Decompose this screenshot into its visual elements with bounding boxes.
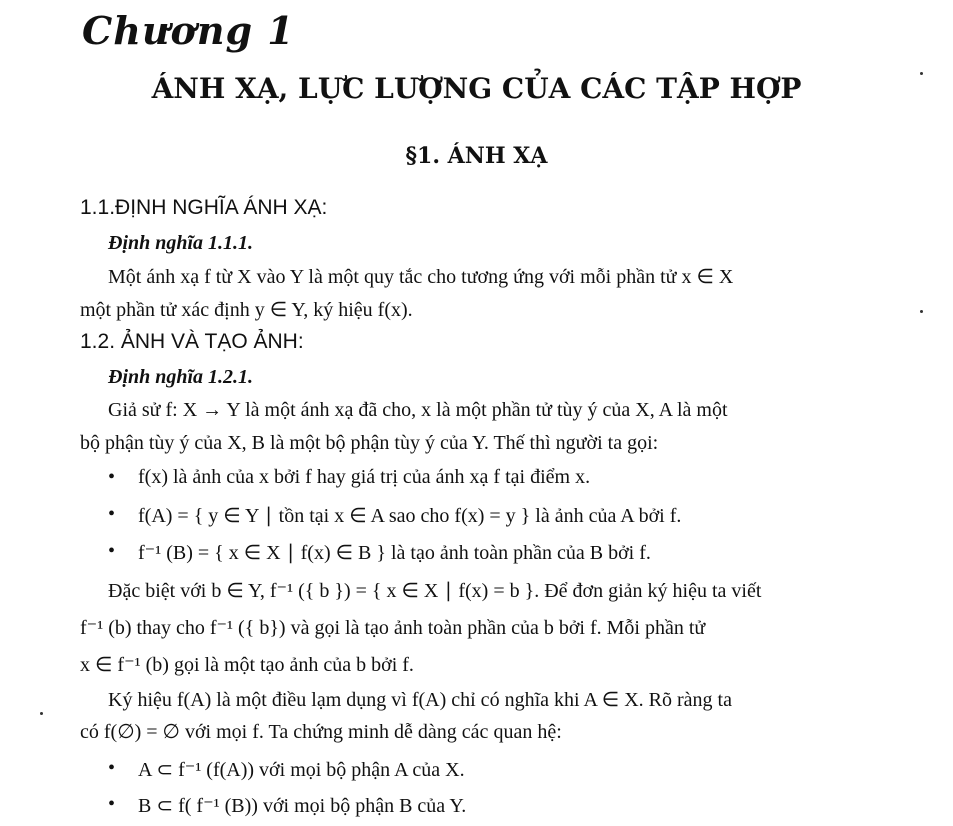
subsection-heading-1: 1.1.ĐỊNH NGHĨA ÁNH XẠ:	[80, 196, 328, 219]
bullet-icon: •	[108, 503, 116, 525]
paragraph-line: bộ phận tùy ý của X, B là một bộ phận tùy ý của Y. Thế thì người ta gọi:	[80, 432, 659, 454]
paragraph-line: một phần tử xác định y ∈ Y, ký hiệu f(x).	[80, 299, 413, 321]
bullet-text: f⁻¹ (B) = { x ∈ X ∣ f(x) ∈ B } là tạo ảnh toàn phần của B bởi f.	[138, 542, 651, 564]
chapter-title: ÁNH XẠ, LỰC LƯỢNG CỦA CÁC TẬP HỢP	[151, 72, 802, 105]
section-title: §1. ÁNH XẠ	[405, 143, 548, 169]
paragraph-line: Đặc biệt với b ∈ Y, f⁻¹ ({ b }) = { x ∈ X ∣ f(x) = b }. Để đơn giản ký hiệu ta viết	[108, 580, 762, 602]
paragraph-line: x ∈ f⁻¹ (b) gọi là một tạo ảnh của b bởi f.	[80, 654, 414, 676]
paragraph-line: Giả sử f: X → Y là một ánh xạ đã cho, x là một phần tử tùy ý của X, A là một	[108, 399, 728, 421]
definition-label-1: Định nghĩa 1.1.1.	[108, 232, 254, 254]
paragraph-line: Ký hiệu f(A) là một điều lạm dụng vì f(A) chỉ có nghĩa khi A ∈ X. Rõ ràng ta	[108, 689, 732, 711]
bullet-icon: •	[108, 757, 116, 779]
bullet-text: A ⊂ f⁻¹ (f(A)) với mọi bộ phận A của X.	[138, 759, 465, 781]
paragraph-line: Một ánh xạ f từ X vào Y là một quy tắc cho tương ứng với mỗi phần tử x ∈ X	[108, 266, 734, 288]
bullet-icon: •	[108, 540, 116, 562]
scan-speck	[920, 72, 923, 75]
bullet-text: f(A) = { y ∈ Y ∣ tồn tại x ∈ A sao cho f(x) = y } là ảnh của A bởi f.	[138, 505, 682, 527]
paragraph-line: f⁻¹ (b) thay cho f⁻¹ ({ b}) và gọi là tạo ảnh toàn phần của b bởi f. Mỗi phần tử	[80, 617, 706, 639]
bullet-text: f(x) là ảnh của x bởi f hay giá trị của ánh xạ f tại điểm x.	[138, 466, 591, 488]
paragraph-line: có f(∅) = ∅ với mọi f. Ta chứng minh dễ dàng các quan hệ:	[80, 721, 562, 743]
scan-speck	[40, 712, 43, 715]
bullet-icon: •	[108, 793, 116, 815]
subsection-heading-2: 1.2. ẢNH VÀ TẠO ẢNH:	[80, 330, 304, 353]
bullet-text: B ⊂ f( f⁻¹ (B)) với mọi bộ phận B của Y.	[138, 795, 467, 817]
definition-label-2: Định nghĩa 1.2.1.	[108, 366, 254, 388]
bullet-icon: •	[108, 466, 116, 488]
chapter-heading: Chương 1	[82, 8, 295, 53]
scan-speck	[920, 310, 923, 313]
